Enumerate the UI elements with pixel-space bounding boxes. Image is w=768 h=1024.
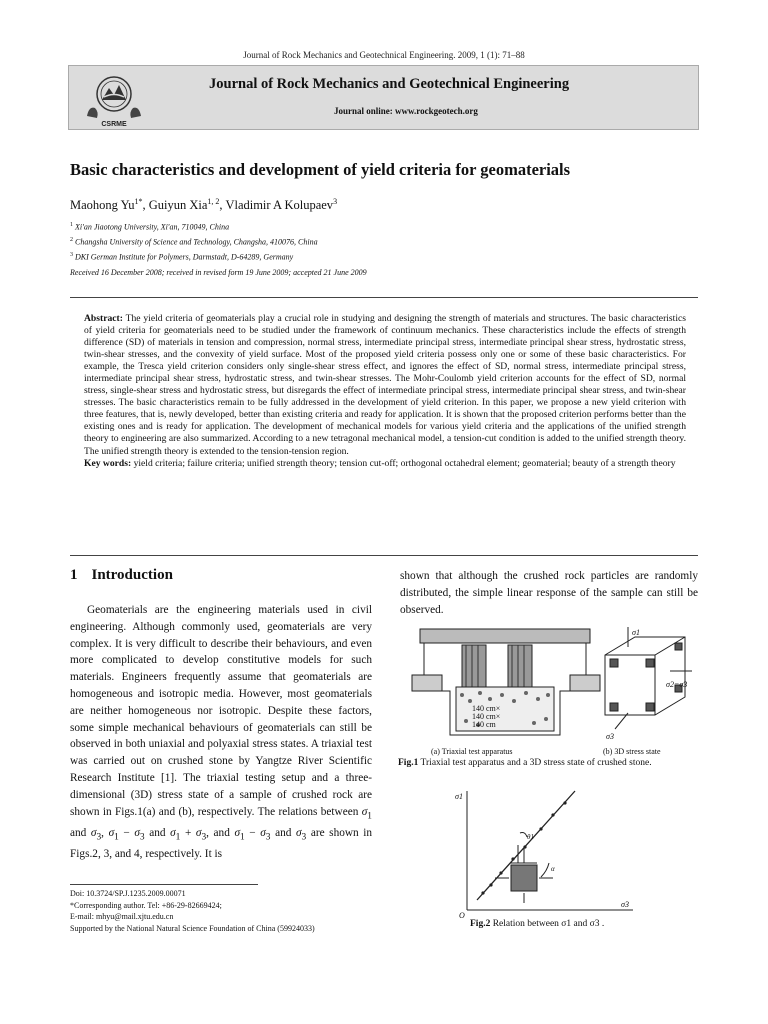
abstract xyxy=(84,313,686,470)
alpha-label: α xyxy=(551,865,555,873)
csrme-logo xyxy=(83,70,145,128)
sigma2eq3-label: σ2=σ3 xyxy=(666,680,688,689)
footnote-divider xyxy=(70,884,258,885)
affiliation: $^1$ Xi'an Jiaotong University, Xi'an, 710049, China xyxy=(70,222,230,232)
author-sup: 3 xyxy=(333,197,338,206)
x-axis-label: σ3 xyxy=(621,900,629,909)
section-number: 1 xyxy=(70,567,78,583)
journal-name: Journal of Rock Mechanics and Geotechnical Engineering xyxy=(209,76,570,92)
doi: Doi: 10.3724/SP.J.1235.2009.00071 xyxy=(70,889,186,898)
dimension-label: 140 cm xyxy=(472,720,496,729)
theta-label: θ1 xyxy=(527,833,534,841)
intro-paragraph: Geomaterials are the engineering materials used in civil engineering. Although commonly used, geomaterials are very complex. It is very difficult to describe their behaviours, and even more complicated to develop constitutive models for such materials. Engineers frequently assume that geomaterials are homogeneous and isotropic media. However, most geomaterials are neither homogeneous nor isotropic. Despite these factors, some simple mechanical behaviours of geomaterials can still be observed in both uniaxial and polyaxial stress states. A triaxial test was carried out on crushed stone by Yangtze River Scientific Research Institute [1]. The triaxial testing setup and a three-dimensional (3D) stress state of a sample of crushed rock are shown in Figs.1(a) and (b), respectively. The relations between $\sigma_1$ and $\sigma_3$, $\sigma_1 - \sigma_3$ and $\sigma_1 + \sigma_3$, and $\sigma_1 - \sigma_3$ and $\sigma_3$ are shown in Figs.2, 3, and 4, respectively. It is xyxy=(70,604,373,860)
author-name: Maohong Yu xyxy=(70,198,135,213)
author-sup: 1* xyxy=(134,197,143,206)
abstract-text: The yield criteria of geomaterials play a crucial role in studying and designing the strength of materials and structures. The basic characteristics of yield criteria for geomaterials need to be studied under the framework of continuum mechanics. These characteristics include the effects of strength difference (SD) of materials in tension and compression, normal stress, intermediate principal stress, intermediate principal shear stress, hydrostatic stress, twin-shear stresses, and the convexity of yield surface. Most of the proposed yield criteria possess only one or some of these basic characteristics. For example, the Tresca yield criterion considers only single-shear stress effect, and ignores the effect of SD, normal stress, intermediate principal stress, intermediate principal shear stress, hydrostatic stress, and twin-shear stresses. The Mohr-Coulomb yield criterion accounts for the effect of SD, normal stress, single-shear stress and hydrostatic stress, but disregards the effect of intermediate principal stress, intermediate principal shear stress, and twin-shear stresses. The basic characteristics remain to be fully addressed in the development of yield criterion. In this paper, we propose a new yield criterion with three features, that is, newly developed, better than existing criteria and ready for application. It is shown that the proposed criterion performs better than the existing ones and is ready for application. The development of mechanical models for various yield criteria and the applications of the unified strength theory to engineering are also summarized. According to a new tetragonal mechanical model, a tension-cut condition is added to the unified strength theory. The unified strength theory is extended to the tension-tension region. xyxy=(84,313,686,457)
figure-1-caption: Fig.1 Triaxial test apparatus and a 3D stress state of crushed stone. xyxy=(398,758,652,768)
sigma3-label: σ3 xyxy=(606,732,614,741)
author-name: Vladimir A Kolupaev xyxy=(225,198,334,213)
affiliation: $^3$ DKI German Institute for Polymers, Darmstadt, D-64289, Germany xyxy=(70,252,294,262)
sigma1-label: σ1 xyxy=(632,628,640,637)
email[interactable]: E-mail: mhyu@mail.xjtu.edu.cn xyxy=(70,912,174,921)
stress-cube-drawing xyxy=(605,627,692,729)
author-sup: 1, 2 xyxy=(207,197,220,206)
author-name: Guiyun Xia xyxy=(148,198,208,213)
keywords-text: yield criteria; failure criteria; unified strength theory; tension cut-off; orthogonal octahedral element; geomaterial; beauty of a strength theory xyxy=(133,457,676,469)
journal-citation: Journal of Rock Mechanics and Geotechnical Engineering. 2009, 1 (1): 71–88 xyxy=(243,50,525,60)
dimension-label: 140 cm× xyxy=(472,704,501,713)
section-title: Introduction xyxy=(91,567,173,583)
divider xyxy=(70,297,698,298)
origin-label: O xyxy=(459,911,465,920)
paper-title: Basic characteristics and development of yield criteria for geomaterials xyxy=(70,160,571,179)
logo-text: CSRME xyxy=(101,121,127,128)
figure-2-caption: Fig.2 Relation between σ1 and σ3 . xyxy=(470,919,605,929)
figure-2 xyxy=(455,785,640,920)
divider xyxy=(70,555,698,556)
figure-1b-caption: (b) 3D stress state xyxy=(603,747,661,756)
corresponding-author: *Corresponding author. Tel: +86-29-82669424; xyxy=(70,900,222,910)
figure-1a-caption: (a) Triaxial test apparatus xyxy=(431,747,513,756)
figure-1 xyxy=(410,625,720,765)
dimension-label: 140 cm× xyxy=(472,712,501,721)
funding: Supported by the National Natural Science Foundation of China (59924033) xyxy=(70,923,315,933)
author-list: Maohong $Yu^{1*}$, Guiyun Xia$^{1, 2}$, Vladimir A Kolupaev$^3$ xyxy=(70,197,338,213)
section-heading xyxy=(70,567,187,584)
triaxial-apparatus-drawing xyxy=(412,629,600,735)
intro-paragraph-continued: shown that although the crushed rock particles are randomly distributed, the simple linear response of the sample can still be observed. xyxy=(400,570,698,616)
received-dates: Received 16 December 2008; received in revised form 19 June 2009; accepted 21 June 2009 xyxy=(70,268,367,277)
affiliation: $^2$ Changsha University of Science and Technology, Changsha, 410076, China xyxy=(70,237,318,247)
journal-online-link[interactable]: Journal online: www.rockgeotech.org xyxy=(334,106,478,116)
journal-banner xyxy=(68,65,699,130)
footnotes xyxy=(70,888,380,934)
abstract-label: Abstract: xyxy=(84,313,123,324)
keywords-label: Key words: xyxy=(84,457,132,469)
y-axis-label: σ1 xyxy=(455,792,463,801)
